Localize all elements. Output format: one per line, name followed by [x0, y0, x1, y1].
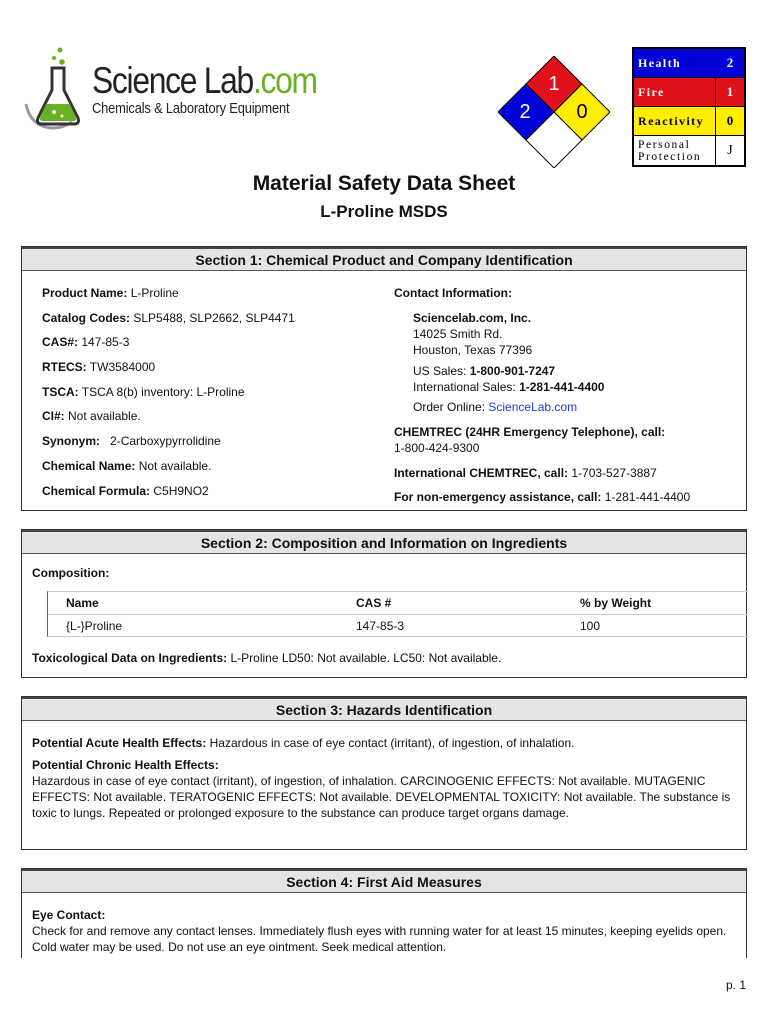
- logo-tagline: Chemicals & Laboratory Equipment: [92, 100, 290, 117]
- company-name: Sciencelab.com, Inc.: [413, 311, 532, 325]
- acute-health-effects: Potential Acute Health Effects: Hazardous in case of eye contact (irritant), of ingestion, of inhalation.: [32, 736, 575, 750]
- hmis-ppe-value: J: [727, 142, 733, 158]
- section-1: [21, 246, 747, 511]
- non-emergency-assistance: For non-emergency assistance, call: 1-281-441-4400: [394, 490, 691, 504]
- section-1-heading: Section 1: Chemical Product and Company Identification: [22, 247, 746, 271]
- hmis-fire-label: Fire: [634, 78, 716, 106]
- hmis-fire-value: 1: [726, 84, 734, 99]
- international-chemtrec: International CHEMTREC, call: 1-703-527-3887: [394, 466, 657, 480]
- section-3: [21, 696, 747, 850]
- column-header-name: Name: [66, 596, 99, 610]
- chronic-health-effects: Hazardous in case of eye contact (irritant), of ingestion, of inhalation. CARCINOGENIC EFFECTS: Not available. MUTAGENIC EFFECTS: Not available. TERATOGENIC EFFECTS: Not available. DEVELOPMENTAL TOXICITY: Not available. The substance is toxic to lungs. Repeated or prolonged exposure to the substance can produce target organs damage.: [32, 774, 731, 820]
- chemtrec-label: CHEMTREC (24HR Emergency Telephone), call:: [394, 425, 666, 439]
- composition-label: Composition:: [32, 566, 110, 580]
- page-number: p. 1: [725, 978, 746, 992]
- chronic-health-effects-label: Potential Chronic Health Effects:: [32, 758, 219, 772]
- hmis-reactivity-label: Reactivity: [634, 107, 716, 135]
- field-product-name: Product Name: L-Proline: [42, 286, 179, 300]
- table-row: [48, 614, 748, 636]
- hmis-ppe-label: Personal Protection: [634, 136, 716, 165]
- hmis-reactivity-row: [634, 107, 744, 136]
- ingredient-weight: 100: [580, 618, 601, 633]
- field-chemical-formula: Chemical Formula: C5H9NO2: [42, 483, 209, 498]
- nfpa-flammability: 1: [548, 73, 560, 95]
- section-4: [21, 868, 747, 958]
- eye-contact-text: Check for and remove any contact lenses. Immediately flush eyes with running water for at least 15 minutes, keeping eyelids open. Cold water may be used. Do not use an eye ointment. Seek medical attention.: [32, 924, 727, 954]
- section-4-heading: Section 4: First Aid Measures: [22, 869, 746, 893]
- hmis-reactivity-value: 0: [726, 113, 734, 128]
- hmis-ppe-row: [634, 136, 744, 165]
- hmis-health-value: 2: [726, 55, 734, 70]
- ingredient-name: {L-}Proline: [66, 618, 123, 633]
- ingredients-table: [47, 591, 748, 637]
- section-2-heading: Section 2: Composition and Information on Ingredients: [22, 530, 746, 554]
- section-3-heading: Section 3: Hazards Identification: [22, 697, 746, 721]
- order-online: Order Online: ScienceLab.com: [413, 400, 578, 414]
- column-header-cas: CAS #: [356, 596, 392, 610]
- international-sales: International Sales: 1-281-441-4400: [413, 380, 605, 394]
- nfpa-reactivity: 0: [576, 101, 588, 123]
- field-synonym: Synonym: 2-Carboxypyrrolidine: [42, 434, 221, 449]
- flask-icon: [20, 46, 92, 136]
- contact-information: [394, 285, 744, 505]
- column-header-weight: % by Weight: [580, 596, 652, 610]
- company-street: 14025 Smith Rd.: [413, 327, 503, 341]
- toxicological-data: Toxicological Data on Ingredients: L-Proline LD50: Not available. LC50: Not available.: [32, 651, 502, 665]
- nfpa-diamond: [498, 56, 610, 168]
- field-catalog-codes: Catalog Codes: SLP5488, SLP2662, SLP4471: [42, 310, 295, 325]
- contact-label: Contact Information:: [394, 286, 512, 300]
- us-sales: US Sales: 1-800-901-7247: [413, 364, 556, 378]
- ingredient-cas: 147-85-3: [356, 618, 405, 633]
- hmis-fire-row: [634, 78, 744, 107]
- chemtrec-phone: 1-800-424-9300: [394, 441, 480, 455]
- field-cas: CAS#: 147-85-3: [42, 335, 130, 350]
- hmis-label-box: [632, 47, 746, 167]
- product-fields: [42, 285, 392, 507]
- company-city: Houston, Texas 77396: [413, 343, 533, 357]
- field-chemical-name: Chemical Name: Not available.: [42, 458, 212, 473]
- hmis-health-label: Health: [634, 49, 716, 77]
- nfpa-health: 2: [519, 101, 531, 123]
- logo-brand: Science Lab.com: [92, 60, 317, 101]
- field-rtecs: RTECS: TW3584000: [42, 360, 156, 375]
- hmis-health-row: [634, 49, 744, 78]
- document-subtitle: L-Proline MSDS: [320, 202, 448, 221]
- table-header-row: [48, 592, 748, 614]
- field-tsca: TSCA: TSCA 8(b) inventory: L-Proline: [42, 384, 245, 399]
- document-title: Material Safety Data Sheet: [252, 172, 516, 195]
- eye-contact-label: Eye Contact:: [32, 908, 106, 922]
- sciencelab-link[interactable]: ScienceLab.com: [488, 400, 578, 414]
- sciencelab-logo: [20, 46, 317, 136]
- section-2: [21, 529, 747, 678]
- field-ci: CI#: Not available.: [42, 409, 141, 424]
